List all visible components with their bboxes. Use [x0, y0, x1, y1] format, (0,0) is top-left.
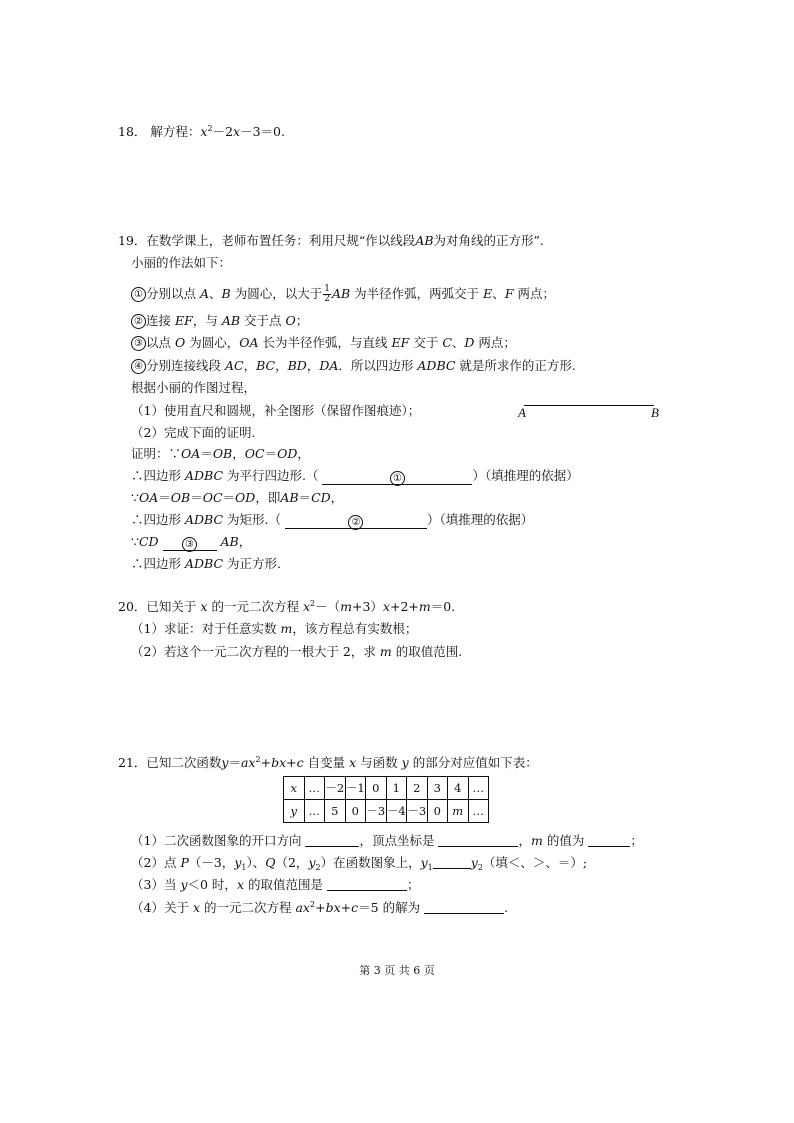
table-cell: 3	[427, 777, 448, 800]
circled-number-4: ④	[131, 359, 146, 374]
table-cell: m	[448, 800, 469, 823]
circled-number-3: ③	[131, 336, 146, 351]
blank-vertex[interactable]	[438, 832, 518, 847]
blank-2[interactable]: ②	[285, 514, 427, 529]
q21-part3: （3）当 y＜0 时，x 的取值范围是 ；	[131, 877, 420, 892]
table-cell: 1	[386, 777, 407, 800]
circled-number-2: ②	[131, 314, 146, 329]
table-cell: 0	[366, 777, 387, 800]
blank-x-range[interactable]	[327, 876, 407, 891]
q18-line: 18． 解方程：$x^2-2x-3=0$.	[118, 124, 285, 139]
q21-part2: （2）点 P（－3，$y_1$）、Q（2，$y_2$）在函数图象上，$y_1$ $y_2$（填＜、＞、＝）;	[131, 855, 588, 872]
table-row-x	[284, 777, 489, 800]
table-cell: 0	[345, 800, 366, 823]
blank-m-value[interactable]	[588, 832, 630, 847]
fraction-one-half: $\frac{1}{2}$	[324, 284, 330, 304]
proof-line-3: ∵OA＝OB＝OC＝OD，即AB＝CD，	[131, 490, 344, 505]
blank-solution[interactable]	[424, 899, 504, 914]
q19-part2: （2）完成下面的证明.	[131, 425, 256, 440]
segment-ab	[524, 405, 654, 406]
table-cell: 2	[407, 777, 428, 800]
table-cell: y	[284, 800, 305, 823]
proof-line-6: ∴四边形 ADBC 为正方形.	[131, 556, 281, 571]
blank-compare[interactable]	[433, 854, 471, 869]
point-a-label: A	[518, 405, 526, 420]
proof-line-2: ∴四边形 ADBC 为平行四边形.（ ① ）（填推理的依据）	[131, 468, 579, 484]
circled-number-1: ①	[131, 287, 146, 302]
table-cell: 5	[325, 800, 346, 823]
values-table	[283, 776, 489, 823]
q18-number-inline: 18．	[118, 124, 147, 139]
table-cell: －4	[386, 800, 407, 823]
q19-step4: ④ 分别连接线段 AC，BC，BD，DA．所以四边形 ADBC 就是所求作的正方形.	[131, 358, 576, 374]
table-cell: －3	[407, 800, 428, 823]
blank-1[interactable]: ①	[322, 470, 472, 485]
proof-line-4: ∴四边形 ADBC 为矩形.（ ② ）（填推理的依据）	[131, 512, 534, 528]
table-cell: －1	[345, 777, 366, 800]
table-cell: －3	[366, 800, 387, 823]
q19-basis: 根据小丽的作图过程，	[131, 380, 257, 395]
blank-3[interactable]: ③	[163, 536, 217, 551]
page-footer: 第 3 页 共 6 页	[359, 964, 435, 977]
table-cell: 0	[427, 800, 448, 823]
q21-stem: 21．已知二次函数$y=ax^2+bx+c$ 自变量 x 与函数 y 的部分对应值如下表：	[118, 755, 538, 770]
table-cell: …	[468, 777, 489, 800]
table-cell: x	[284, 777, 305, 800]
point-b-label: B	[651, 405, 659, 420]
q21-part1: （1）二次函数图象的开口方向 ，顶点坐标是 ，m 的值为 ；	[131, 833, 643, 848]
q21-part4: （4）关于 x 的一元二次方程 $ax^2+bx+c=5$ 的解为 .	[131, 900, 509, 915]
q20-part1: （1）求证：对于任意实数 m，该方程总有实数根；	[131, 621, 418, 636]
q19-step1: ① 分别以点 A、B 为圆心，以大于 $\frac{1}{2}$ AB 为半径作弧，两弧交于 E、F 两点；	[131, 285, 555, 304]
q19-step3: ③ 以点 O 为圆心，OA 长为半径作弧，与直线 EF 交于 C、D 两点；	[131, 335, 516, 351]
q19-step2: ② 连接 EF，与 AB 交于点 O；	[131, 313, 308, 329]
q19-method: 小丽的作法如下：	[131, 255, 232, 270]
table-cell: …	[304, 800, 325, 823]
table-cell: －2	[325, 777, 346, 800]
table-row-y	[284, 800, 489, 823]
q19-intro: 19．在数学课上，老师布置任务：利用尺规“作以线段AB为对角线的正方形”.	[118, 233, 544, 248]
proof-line-1: 证明：∵OA＝OB，OC＝OD，	[131, 446, 310, 461]
table-cell: …	[468, 800, 489, 823]
q20-part2: （2）若这个一元二次方程的一根大于 2，求 m 的取值范围.	[131, 644, 463, 659]
proof-line-5: ∵CD ③ AB，	[131, 534, 252, 550]
q18-text: 解方程：	[150, 124, 201, 139]
q20-stem: 20．已知关于 x 的一元二次方程 $x^2-(m+3)x+2+m=0$.	[118, 599, 456, 614]
table-cell: …	[304, 777, 325, 800]
blank-opening-direction[interactable]	[305, 832, 359, 847]
table-cell: 4	[448, 777, 469, 800]
q19-part1: （1）使用直尺和圆规，补全图形（保留作图痕迹）；	[131, 403, 421, 418]
